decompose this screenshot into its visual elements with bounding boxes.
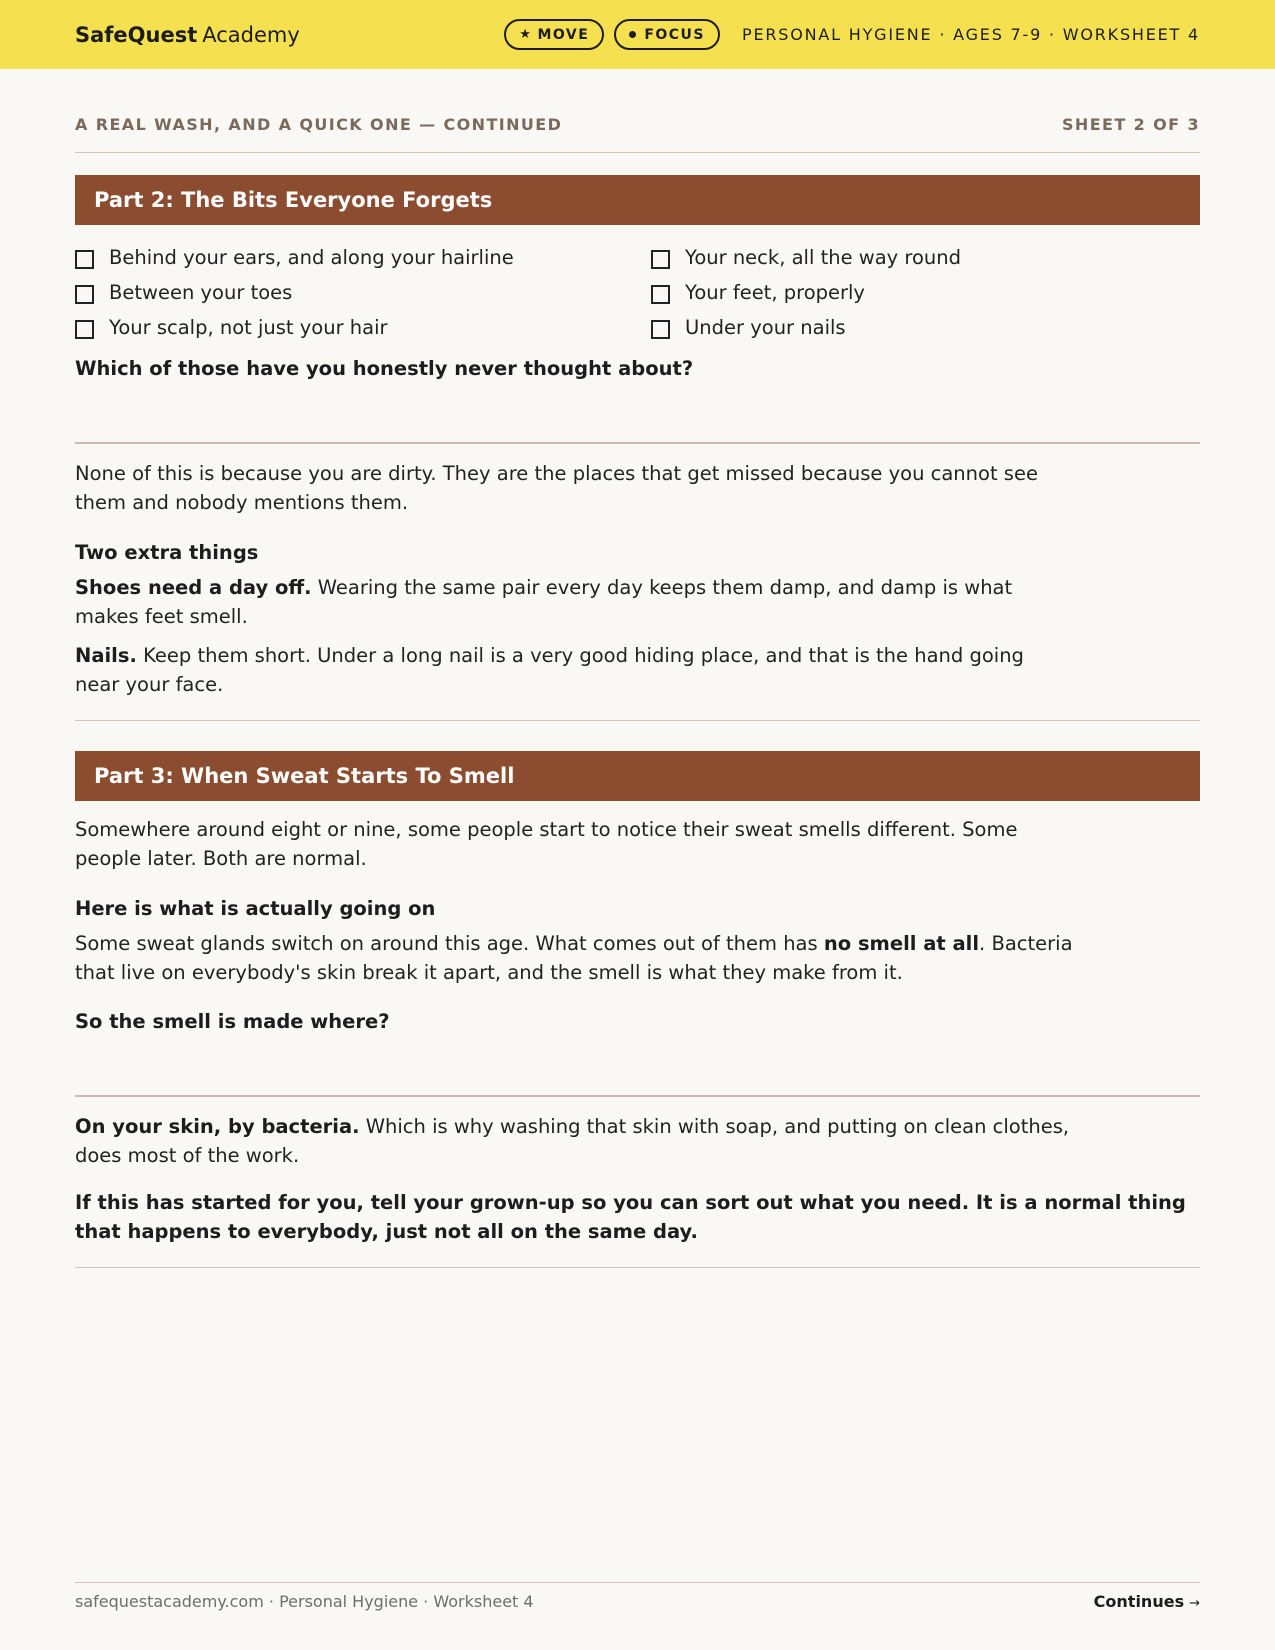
footer-divider [75,1582,1200,1583]
focus-pill-label: FOCUS [644,26,706,43]
focus-pill [614,19,720,50]
checklist-item[interactable] [75,240,651,275]
nails-tip [75,641,1035,699]
worksheet-meta: PERSONAL HYGIENE · AGES 7-9 · WORKSHEET 4 [742,25,1200,44]
shoes-tip-text: Wearing the same pair every day keeps them damp, and damp is what makes feet smell. [75,576,1013,628]
answer-line[interactable] [75,442,1200,444]
part2-note: None of this is because you are dirty. They are the places that get missed because you cannot see them and nobody mentions them. [75,462,1038,514]
part2-heading: Part 2: The Bits Everyone Forgets [94,188,493,212]
nails-tip-bold: Nails. [75,644,137,667]
continues-link[interactable] [1094,1592,1200,1611]
subheader-title: A REAL WASH, AND A QUICK ONE — CONTINUED [75,115,563,134]
checklist-item[interactable] [651,240,1200,275]
header-right [504,19,1200,50]
checkbox[interactable] [651,285,670,304]
checkbox[interactable] [75,285,94,304]
checklist [75,240,1200,345]
what-explanation [75,929,1075,987]
shoes-tip-bold: Shoes need a day off. [75,576,312,599]
brand-logo [75,23,300,47]
checkbox[interactable] [651,250,670,269]
shoes-tip [75,573,1035,631]
checklist-item-label: Your scalp, not just your hair [109,316,388,339]
checklist-item-label: Behind your ears, and along your hairline [109,246,514,269]
checklist-item[interactable] [651,275,1200,310]
dot-icon [629,31,636,38]
divider [75,1267,1200,1268]
checklist-item-label: Your neck, all the way round [685,246,962,269]
star-icon: ★ [519,27,533,42]
checklist-item-label: Under your nails [685,316,846,339]
answer-line[interactable] [75,1095,1200,1097]
move-pill [504,19,604,50]
checklist-item[interactable] [651,310,1200,345]
checkbox[interactable] [75,250,94,269]
move-pill-label: MOVE [537,26,590,43]
part3-heading-bar [75,751,1200,801]
part3-intro: Somewhere around eight or nine, some people start to notice their sweat smells different. Some people later. Both are normal. [75,818,1018,870]
part3-heading: Part 3: When Sweat Starts To Smell [94,764,515,788]
subheader [75,115,1200,134]
footer [75,1592,1200,1611]
sheet-number: SHEET 2 OF 3 [1062,115,1200,134]
nails-tip-text: Keep them short. Under a long nail is a very good hiding place, and that is the hand going near your face. [75,644,1024,696]
part3-question: So the smell is made where? [75,1010,390,1033]
checklist-item-label: Your feet, properly [685,281,865,304]
checklist-item[interactable] [75,275,651,310]
what-text-2: . Bacteria that live on everybody's skin break it apart, and the smell is what they make from it. [75,932,1073,984]
brand-name-rest: Academy [202,22,300,47]
part3-answer-bold: On your skin, by bacteria. [75,1115,360,1138]
arrow-right-icon: → [1189,1596,1200,1611]
part2-question: Which of those have you honestly never thought about? [75,357,694,380]
top-bar [0,0,1275,69]
what-bold: no smell at all [823,932,980,955]
part3-answer-text: Which is why washing that skin with soap, and putting on clean clothes, does most of the work. [75,1115,1070,1167]
part2-heading-bar [75,175,1200,225]
checkbox[interactable] [651,320,670,339]
what-text-1: Some sweat glands switch on around this age. What comes out of them has [75,932,824,955]
checklist-item-label: Between your toes [109,281,293,304]
closing-note: If this has started for you, tell your grown-up so you can sort out what you need. It is a normal thing that happens to everybody, just not all on the same day. [75,1191,1186,1243]
what-heading: Here is what is actually going on [75,897,436,920]
extra-heading: Two extra things [75,541,259,564]
checkbox[interactable] [75,320,94,339]
brand-name-bold: SafeQuest [75,22,198,47]
continues-label: Continues [1093,1592,1185,1611]
part3-answer [75,1112,1075,1170]
divider [75,720,1200,721]
divider [75,152,1200,153]
footer-source: safequestacademy.com · Personal Hygiene · Worksheet 4 [75,1592,534,1611]
checklist-item[interactable] [75,310,651,345]
